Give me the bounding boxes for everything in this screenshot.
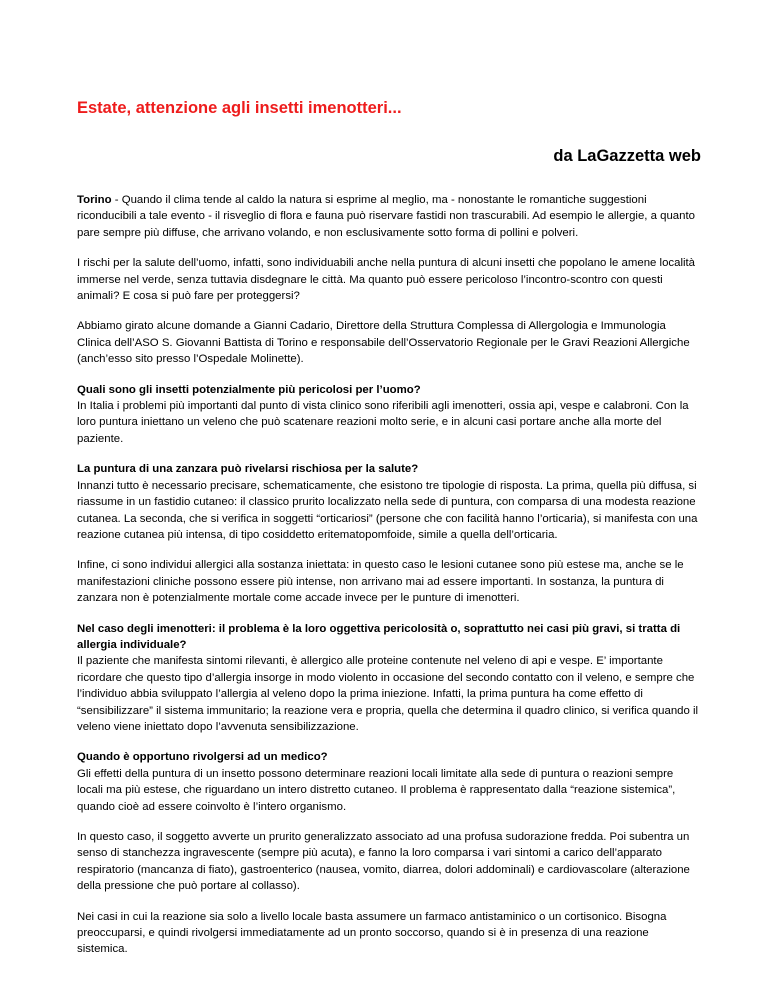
paragraph-risks: I rischi per la salute dell’uomo, infatti, sono individuabili anche nella puntura di alcuni insetti che popolano le amene località immerse nel verde, senza tuttavia disdegnare le città. Ma quanto può essere pericoloso l’incontro-scontro con questi animali? E cosa si può fare per proteggersi?	[77, 257, 696, 303]
intro-paragraph	[77, 192, 701, 241]
qa-insects	[77, 382, 701, 448]
question-heading: Quando è opportuno rivolgersi ad un medico?	[77, 751, 328, 764]
qa-mosquito	[77, 461, 701, 543]
qa-hymenoptera	[77, 621, 701, 736]
answer-text: Il paziente che manifesta sintomi rilevanti, è allergico alle proteine contenute nel veleno di api e vespe. E’ importante ricordare che questo tipo d’allergia insorge in modo violento in occasione del secondo contatto con il veleno, e sempre che l’individuo abbia sviluppato l’allergia al veleno dopo la prima iniezione. Infatti, la prima puntura ha come effetto di “sensibilizzare” il sistema immunitario; la reazione vera e propria, quella che determina il quadro clinico, si verifica quando il veleno viene iniettato dopo l’avvenuta sensibilizzazione.	[77, 655, 699, 733]
answer-text: In Italia i problemi più importanti dal punto di vista clinico sono riferibili agli imenotteri, ossia api, vespe e calabroni. Con la loro puntura iniettano un veleno che può scatenare reazioni molto serie, e in alcuni casi portare anche alla morte del paziente.	[77, 400, 689, 445]
question-heading: Quali sono gli insetti potenzialmente più pericolosi per l’uomo?	[77, 383, 421, 396]
article-body	[77, 192, 701, 972]
dateline: Torino	[77, 194, 112, 206]
paragraph-treatment: Nei casi in cui la reazione sia solo a livello locale basta assumere un farmaco antistaminico o un cortisonico. Bisogna preoccuparsi, e quindi rivolgersi immediatamente ad un pronto soccorso, quando si è in presenza di una reazione sistemica.	[77, 910, 667, 956]
question-heading: La puntura di una zanzara può rivelarsi rischiosa per la salute?	[77, 463, 419, 476]
qa-doctor	[77, 749, 701, 815]
paragraph-allergic: Infine, ci sono individui allergici alla sostanza iniettata: in questo caso le lesioni cutanee sono più estese ma, anche se le manifestazioni cliniche possono essere più intense, non arrivano mai ad essere importanti. In sostanza, la puntura di zanzara non è potenzialmente mortale come accade invece per le punture di imenotteri.	[77, 559, 684, 605]
paragraph-interview: Abbiamo girato alcune domande a Gianni Cadario, Direttore della Struttura Complessa di Allergologia e Immunologia Clinica dell’ASO S. Giovanni Battista di Torino e responsabile dell’Osservatorio Regionale per le Gravi Reazioni Allergiche (anch’esso sito presso l’Ospedale Molinette).	[77, 320, 690, 366]
article-title: Estate, attenzione agli insetti imenotteri...	[77, 99, 402, 117]
question-heading: Nel caso degli imenotteri: il problema è la loro oggettiva pericolosità o, soprattutto nei casi più gravi, si tratta di allergia individuale?	[77, 622, 681, 651]
article-source: da LaGazzetta web	[553, 147, 701, 165]
answer-text: Innanzi tutto è necessario precisare, schematicamente, che esistono tre tipologie di risposta. La prima, quella più diffusa, si riassume in un fastidio cutaneo: il classico prurito localizzato nella sede di puntura, con comparsa di una modesta reazione cutanea. La seconda, che si verifica in soggetti “orticariosi” (persone che con facilità hanno l’orticaria), si manifesta con una reazione cutanea più intensa, di tipo cosiddetto eritematopomfoide, simile a quella dell’orticaria.	[77, 479, 698, 541]
intro-text: - Quando il clima tende al caldo la natura si esprime al meglio, ma - nonostante le romantiche suggestioni riconducibili a tale evento - il risveglio di flora e fauna può riservare fastidi non trascurabili. Ad esempio le allergie, a quanto pare sempre più diffuse, che arrivano volando, e non esclusivamente sotto forma di pollini e polveri.	[77, 194, 695, 239]
answer-text: Gli effetti della puntura di un insetto possono determinare reazioni locali limitate alla sede di puntura o reazioni sempre locali ma più estese, che riguardano un intero distretto cutaneo. Il problema è rappresentato dalla “reazione sistemica”, quando cioè ad essere coinvolto è l’intero organismo.	[77, 767, 676, 813]
paragraph-systemic: In questo caso, il soggetto avverte un prurito generalizzato associato ad una profusa sudorazione fredda. Poi subentra un senso di stanchezza ingravescente (sempre più acuta), e fanno la loro comparsa i vari sintomi a carico dell’apparato respiratorio (mancanza di fiato), gastroenterico (nausea, vomito, diarrea, dolori addominali) e cardiovascolare (alterazione della pressione che può portare al collasso).	[77, 831, 690, 893]
